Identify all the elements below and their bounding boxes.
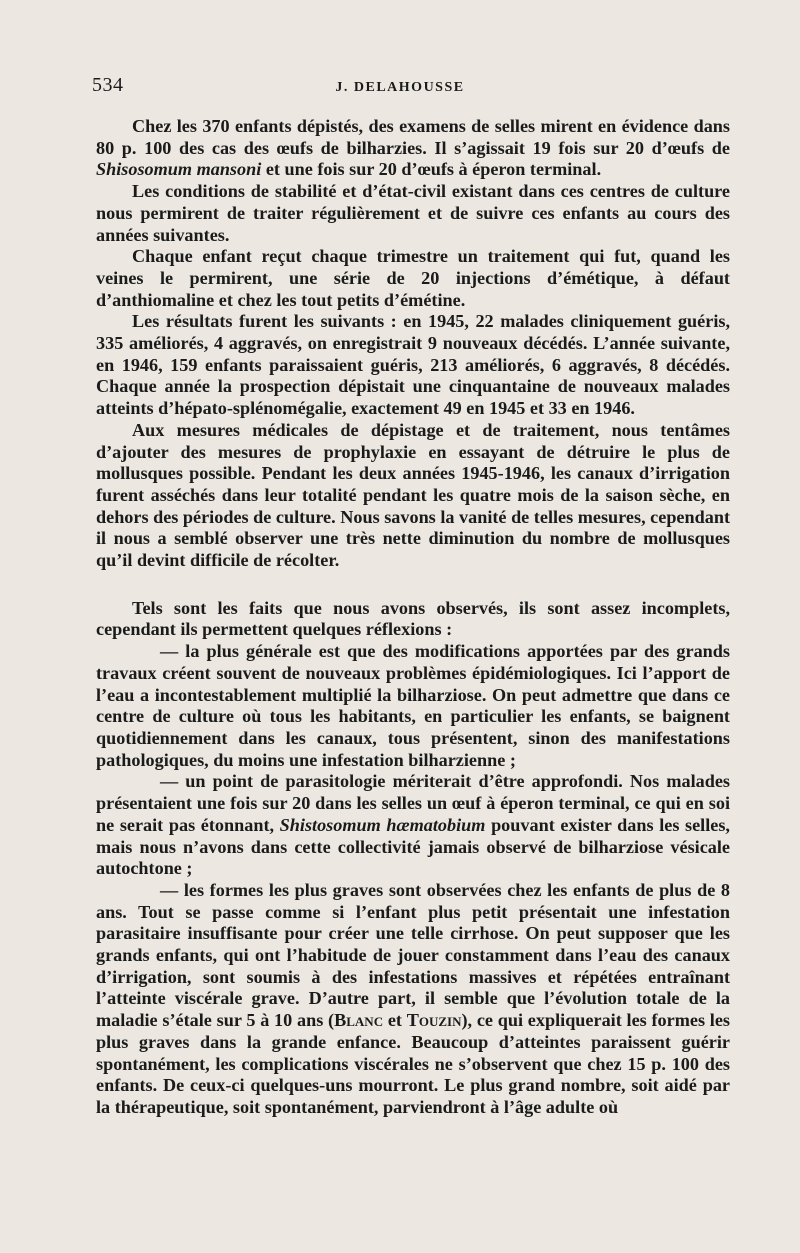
paragraph-6: Tels sont les faits que nous avons observés, ils sont assez incomplets, cependant ils permettent quelques réflexions : [96,597,730,640]
paragraph-3: Chaque enfant reçut chaque trimestre un traitement qui fut, quand les veines le permirent, une série de 20 injections d’émétique, à défaut d’anthiomaline et chez les tout petits d’émétine. [96,246,730,310]
paragraph-2: Les conditions de stabilité et d’état-civil existant dans ces centres de culture nous permirent de traiter régulièrement et de suivre ces enfants au cours des années suivantes. [96,181,730,245]
list-item-3: — les formes les plus graves sont observées chez les enfants de plus de 8 ans. Tout se passe comme si l’enfant plus petit présentait une infestation parasitaire insuffisante pour créer une telle cirrhose. On peut supposer que les grands enfants, qui ont l’habitude de jouer constamment dans l’eau des canaux d’irrigation, sont soumis à des infestations massives et répétées entraînant l’atteinte viscérale grave. D’autre part, il semble que l’évolution totale de la maladie s’étale sur 5 à 10 ans (Blanc et Touzin), ce qui expliquerait les formes les plus graves dans la grande enfance. Beaucoup d’atteintes paraissent guérir spontanément, les complications viscérales ne s’observent que chez 15 p. 100 des enfants. De ceux-ci quelques-uns mourront. Le plus grand nombre, soit aidé par la thérapeutique, soit spontanément, parviendront à l’âge adulte où [96,879,730,1117]
paragraph-5: Aux mesures médicales de dépistage et de traitement, nous tentâmes d’ajouter des mesures de prophylaxie en essayant de détruire le plus de mollusques possible. Pendant les deux années 1945-1946, les canaux d’irrigation furent asséchés dans leur totalité pendant les quatre mois de la saison sèche, en dehors des périodes de culture. Nous savons la vanité de telles mesures, cependant il nous a semblé observer une très nette diminution du nombre de mollusques qu’il devint difficile de récolter. [96,419,730,571]
list-item-1: — la plus générale est que des modifications apportées par des grands travaux créent souvent de nouveaux problèmes épidémiologiques. Ici l’apport de l’eau a incontestablement multiplié la bilharziose. On peut admettre que dans ce centre de culture où tous les habitants, en particulier les enfants, se baignent quotidiennement dans les canaux, tous présentent, sinon des manifestations pathologiques, du moins une infestation bilharzienne ; [96,641,730,770]
paragraph-1: Chez les 370 enfants dépistés, des examens de selles mirent en évidence dans 80 p. 100 des cas des œufs de bilharzies. Il s’agissait 19 fois sur 20 d’œufs de Shisosomum mansoni et une fois sur 20 d’œufs à éperon terminal. [96,116,730,180]
page-number: 534 [92,74,124,96]
body-text [96,116,730,1119]
running-head: J. DELAHOUSSE [335,80,465,95]
paragraph-4: Les résultats furent les suivants : en 1945, 22 malades cliniquement guéris, 335 améliorés, 4 aggravés, on enregistrait 9 nouveaux décédés. L’année suivante, en 1946, 159 enfants paraissaient guéris, 213 améliorés, 6 aggravés, 8 décédés. Chaque année la prospection dépistait une cinquantaine de nouveaux malades atteints d’hépato-splénomégalie, exactement 49 en 1945 et 33 en 1946. [96,311,730,419]
list-item-2: — un point de parasitologie mériterait d’être approfondi. Nos malades présentaient une fois sur 20 dans les selles un œuf à éperon terminal, ce qui en soi ne serait pas étonnant, Shistosomum hæmatobium pouvant exister dans les selles, mais nous n’avons dans cette collectivité jamais observé de bilharziose vésicale autochtone ; [96,771,730,879]
